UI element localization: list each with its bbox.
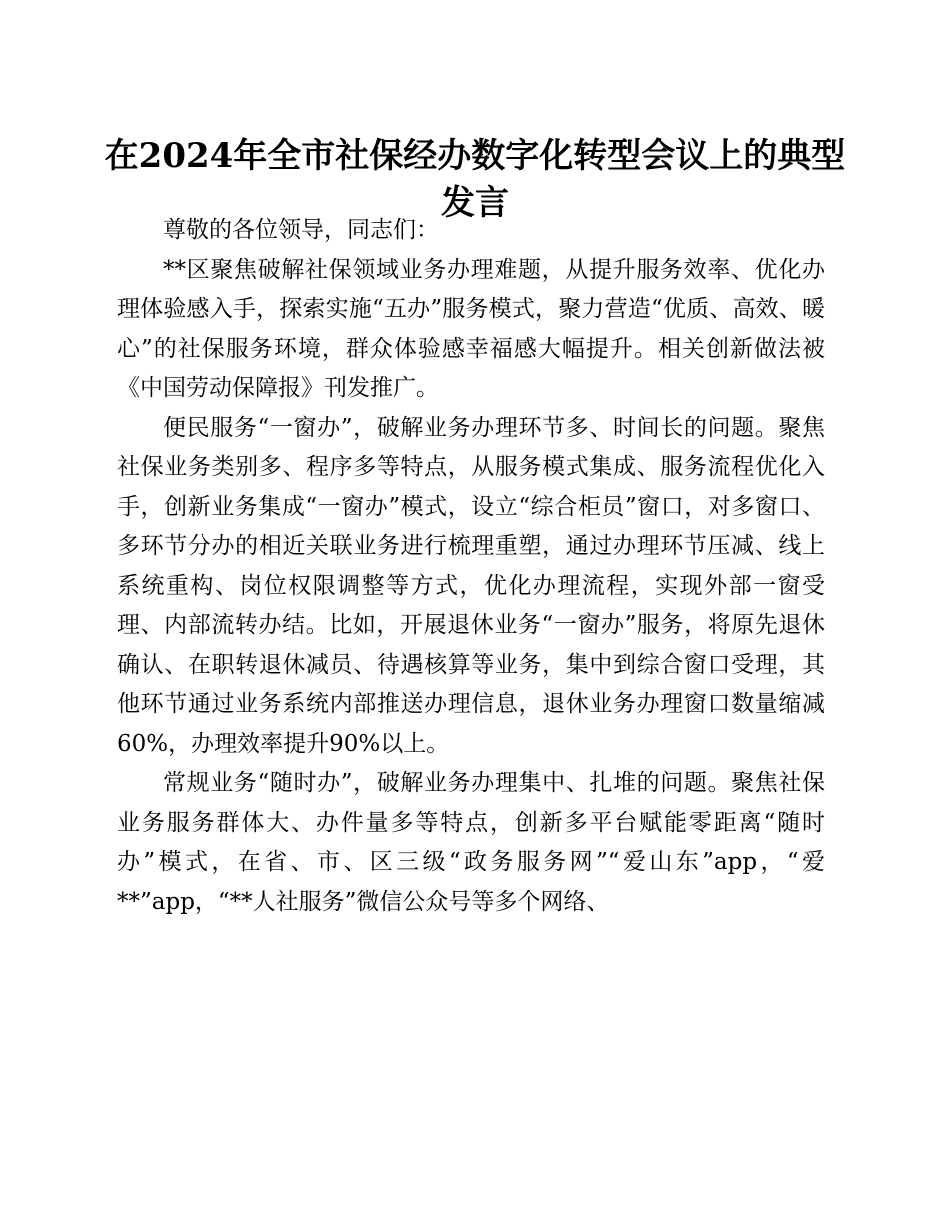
greeting: 尊敬的各位领导，同志们： bbox=[163, 217, 439, 243]
document-body bbox=[117, 211, 825, 922]
paragraph-intro: **区聚焦破解社保领域业务办理难题，从提升服务效率、优化办理体验感入手，探索实施“五办”服务模式，聚力营造“优质、高效、暖心”的社保服务环境，群众体验感幸福感大幅提升。相关创新做法被《中国劳动保障报》刊发推广。 bbox=[117, 256, 825, 401]
paragraph-anytime: 常规业务“随时办”，破解业务办理集中、扎堆的问题。聚焦社保业务服务群体大、办件量多等特点，创新多平台赋能零距离“随时办”模式，在省、市、区三级“政务服务网”“爱山东”app，“爱**”app，“**人社服务”微信公众号等多个网络、 bbox=[117, 770, 825, 915]
document-title: 在2024年全市社保经办数字化转型会议上的典型发言 bbox=[104, 136, 846, 223]
paragraph-one-window: 便民服务“一窗办”，破解业务办理环节多、时间长的问题。聚焦社保业务类别多、程序多等特点，从服务模式集成、服务流程优化入手，创新业务集成“一窗办”模式，设立“综合柜员”窗口，对多窗口、多环节分办的相近关联业务进行梳理重塑，通过办理环节压减、线上系统重构、岗位权限调整等方式，优化办理流程，实现外部一窗受理、内部流转办结。比如，开展退休业务“一窗办”服务，将原先退休确认、在职转退休减员、待遇核算等业务，集中到综合窗口受理，其他环节通过业务系统内部推送办理信息，退休业务办理窗口数量缩减60%，办理效率提升90%以上。 bbox=[117, 414, 825, 757]
